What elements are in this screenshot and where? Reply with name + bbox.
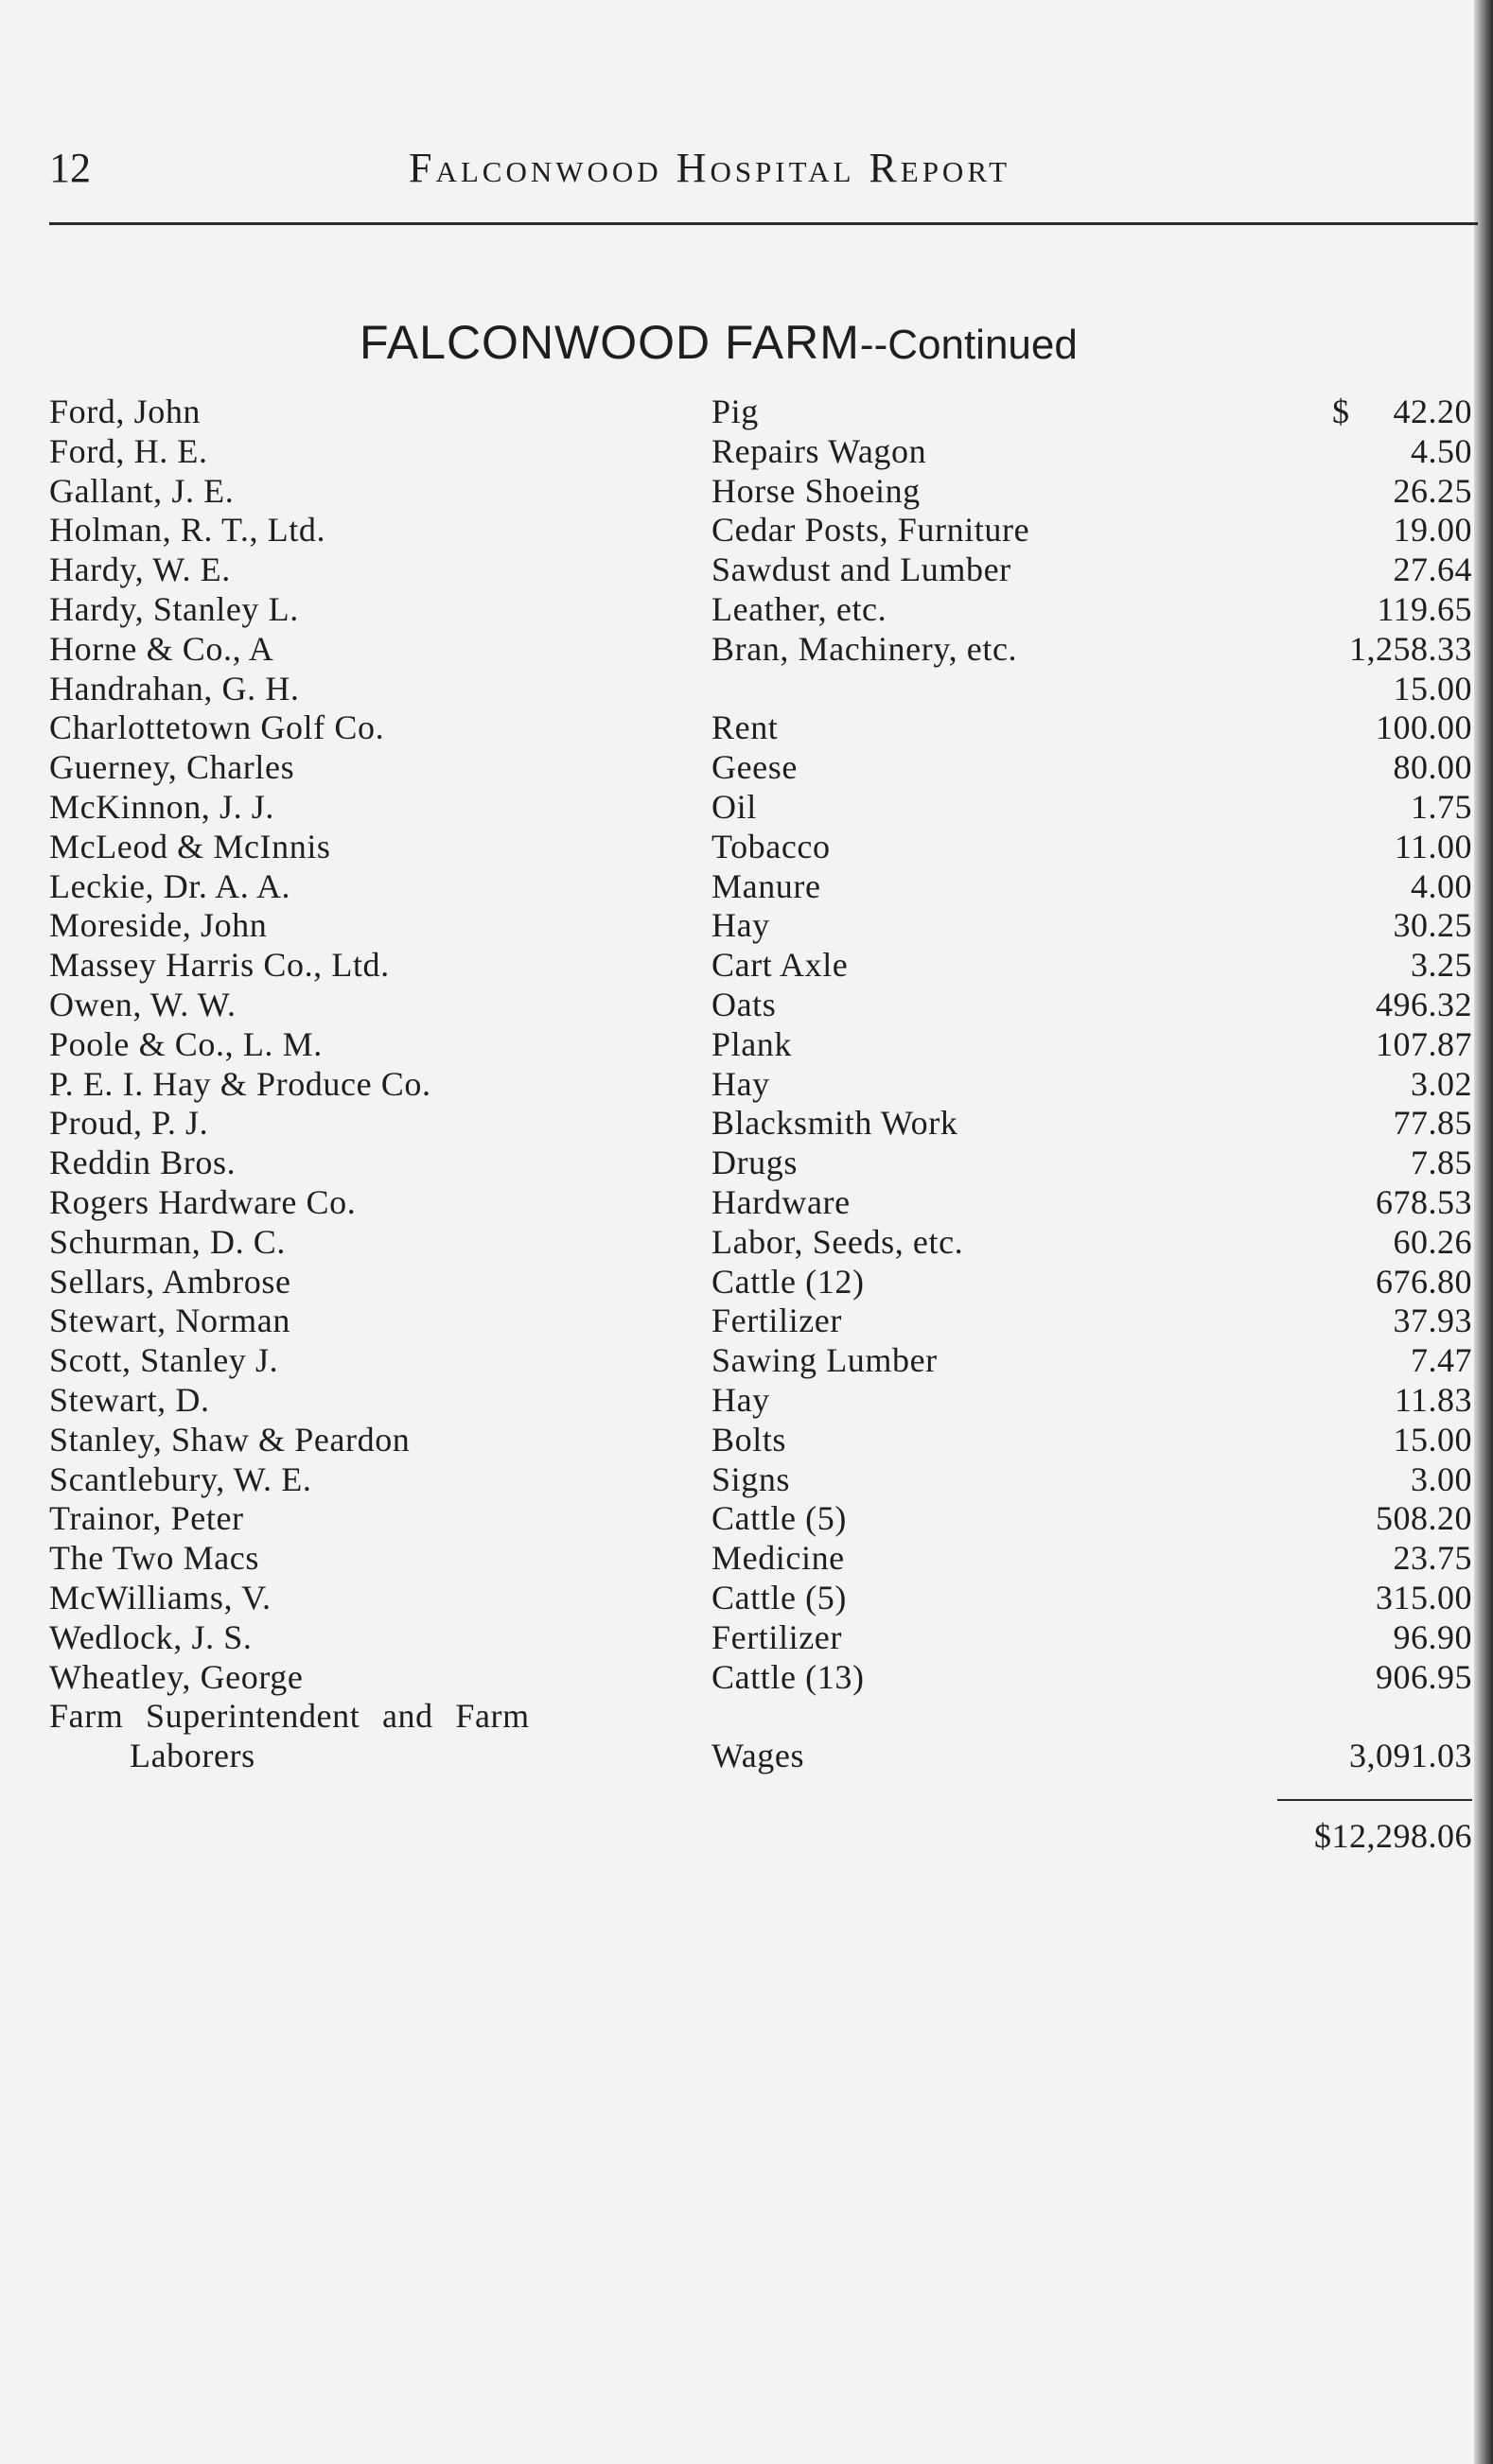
amount: 3.25 — [1411, 946, 1472, 985]
ledger-row — [49, 511, 1472, 550]
amount: 77.85 — [1393, 1104, 1472, 1143]
ledger-row — [49, 1499, 1472, 1539]
amount: 100.00 — [1376, 708, 1472, 747]
amount: 496.32 — [1376, 985, 1472, 1023]
item-description: Sawdust and Lumber — [711, 550, 1011, 589]
amount: 80.00 — [1393, 748, 1472, 787]
ledger-row — [49, 788, 1472, 828]
item-description: Cattle (5) — [711, 1499, 847, 1538]
item-description: Cattle (13) — [711, 1657, 865, 1696]
payee-name: Schurman, D. C. — [49, 1222, 286, 1261]
item-description: Leather, etc. — [711, 589, 887, 628]
item-description: Drugs — [711, 1144, 798, 1182]
payee-name: P. E. I. Hay & Produce Co. — [49, 1064, 431, 1103]
payee-name: Stewart, Norman — [49, 1302, 290, 1340]
total-rule — [1277, 1799, 1472, 1801]
item-description: Fertilizer — [711, 1617, 842, 1656]
amount: 19.00 — [1393, 511, 1472, 550]
amount: 7.85 — [1411, 1144, 1472, 1182]
ledger-row — [49, 393, 1472, 432]
amount: 27.64 — [1393, 550, 1472, 589]
item-description: Cattle (5) — [711, 1578, 847, 1616]
ledger-row — [49, 708, 1472, 748]
payee-name: Wedlock, J. S. — [49, 1617, 253, 1656]
amount: 3.00 — [1411, 1459, 1472, 1498]
ledger-row — [49, 432, 1472, 472]
item-description: Bolts — [711, 1420, 787, 1459]
payee-name: Charlottetown Golf Co. — [49, 708, 385, 747]
amount: 15.00 — [1393, 669, 1472, 708]
ledger-row — [49, 1223, 1472, 1263]
item-description: Pig — [711, 393, 759, 430]
ledger-row — [49, 1183, 1472, 1223]
ledger-row — [49, 550, 1472, 590]
ledger-row — [49, 1144, 1472, 1183]
item-description: Signs — [711, 1459, 791, 1498]
amount: 42.20 — [1393, 393, 1472, 430]
ledger-row — [49, 1263, 1472, 1302]
item-description: Repairs Wagon — [711, 431, 927, 470]
item-description: Blacksmith Work — [711, 1104, 958, 1143]
payee-name: Reddin Bros. — [49, 1144, 237, 1182]
item-description: Oats — [711, 985, 777, 1023]
amount: 23.75 — [1393, 1539, 1472, 1578]
amount: 1,258.33 — [1349, 629, 1472, 668]
payee-name: Wheatley, George — [49, 1657, 304, 1696]
ledger-row — [49, 1460, 1472, 1500]
currency-symbol: $ — [1332, 393, 1349, 430]
payee-name: Hardy, Stanley L. — [49, 589, 299, 628]
amount: 11.83 — [1394, 1380, 1472, 1419]
item-description: Hay — [711, 1064, 770, 1103]
payee-name: Trainor, Peter — [49, 1499, 244, 1538]
ledger-row — [49, 1341, 1472, 1381]
ledger-row — [49, 748, 1472, 788]
payee-name: Scott, Stanley J. — [49, 1341, 279, 1380]
page-number: 12 — [49, 145, 91, 191]
payee-name: Guerney, Charles — [49, 748, 295, 787]
amount: 3.02 — [1411, 1064, 1472, 1103]
payee-name: Sellars, Ambrose — [49, 1262, 291, 1301]
amount: 119.65 — [1377, 589, 1472, 628]
item-description: Geese — [711, 748, 798, 787]
ledger-row — [49, 828, 1472, 867]
ledger-row — [49, 1104, 1472, 1144]
page-header — [49, 140, 1478, 197]
amount: 4.00 — [1411, 866, 1472, 905]
item-description: Cattle (12) — [711, 1262, 865, 1301]
ledger-row — [49, 1065, 1472, 1105]
item-description: Plank — [711, 1024, 793, 1063]
ledger-row — [49, 1618, 1472, 1658]
item-description: Wages — [711, 1737, 805, 1775]
payee-name: Rogers Hardware Co. — [49, 1182, 357, 1221]
amount: 107.87 — [1376, 1024, 1472, 1063]
payee-name: Horne & Co., A — [49, 629, 274, 668]
item-description: Medicine — [711, 1539, 845, 1578]
payee-name: Holman, R. T., Ltd. — [49, 511, 326, 550]
amount: 11.00 — [1394, 827, 1472, 865]
amount: 15.00 — [1393, 1420, 1472, 1459]
amount: 676.80 — [1376, 1262, 1472, 1301]
amount: 26.25 — [1393, 471, 1472, 510]
payee-name: McWilliams, V. — [49, 1578, 272, 1616]
section-title — [360, 312, 1078, 376]
ledger-row — [49, 1539, 1472, 1579]
section-title-suffix: --Continued — [859, 322, 1078, 368]
payee-name: Ford, John — [49, 393, 202, 430]
amount: 315.00 — [1376, 1578, 1472, 1616]
payee-name: Proud, P. J. — [49, 1104, 209, 1143]
section-title-main: FALCONWOOD FARM — [360, 316, 860, 369]
ledger-row-wages — [49, 1697, 1472, 1776]
ledger-row — [49, 1381, 1472, 1421]
payee-name: McKinnon, J. J. — [49, 787, 275, 826]
ledger-row — [49, 946, 1472, 986]
ledger-rows — [49, 393, 1472, 1697]
payee-name: McLeod & McInnis — [49, 827, 331, 865]
ledger-row — [49, 1579, 1472, 1618]
amount: 30.25 — [1393, 906, 1472, 945]
ledger-row — [49, 670, 1472, 709]
ledger-row — [49, 472, 1472, 512]
payee-name: Leckie, Dr. A. A. — [49, 866, 291, 905]
payee-name: Moreside, John — [49, 906, 268, 945]
payee-name: Ford, H. E. — [49, 431, 208, 470]
header-rule — [49, 222, 1478, 225]
amount: 96.90 — [1393, 1617, 1472, 1656]
amount: 60.26 — [1393, 1222, 1472, 1261]
grand-total: $12,298.06 — [1314, 1817, 1472, 1855]
ledger-row — [49, 906, 1472, 946]
payee-name: Stanley, Shaw & Peardon — [49, 1420, 411, 1459]
payee-name-line2: Laborers — [130, 1737, 255, 1775]
item-description: Tobacco — [711, 827, 831, 865]
amount: 37.93 — [1393, 1302, 1472, 1340]
payee-name: Gallant, J. E. — [49, 471, 235, 510]
item-description: Horse Shoeing — [711, 471, 921, 510]
amount: 7.47 — [1411, 1341, 1472, 1380]
item-description: Hay — [711, 1380, 770, 1419]
payee-name: Stewart, D. — [49, 1380, 210, 1419]
payee-name: Handrahan, G. H. — [49, 669, 300, 708]
amount: 1.75 — [1411, 787, 1472, 826]
payee-name: Owen, W. W. — [49, 985, 237, 1023]
item-description: Hay — [711, 906, 770, 945]
item-description: Cart Axle — [711, 946, 849, 985]
amount: 906.95 — [1376, 1657, 1472, 1696]
amount: 508.20 — [1376, 1499, 1472, 1538]
ledger-table — [49, 393, 1472, 1776]
running-title: Falconwood Hospital Report — [409, 145, 1011, 191]
ledger-row — [49, 590, 1472, 630]
ledger-row — [49, 1302, 1472, 1341]
item-description: Fertilizer — [711, 1302, 842, 1340]
payee-name: Poole & Co., L. M. — [49, 1024, 323, 1063]
payee-name-line1: Farm Superintendent and Farm — [49, 1697, 530, 1736]
item-description: Bran, Machinery, etc. — [711, 629, 1018, 668]
ledger-row — [49, 630, 1472, 670]
amount: 4.50 — [1411, 431, 1472, 470]
ledger-row — [49, 1658, 1472, 1698]
page-edge-shadow — [1474, 0, 1493, 2464]
item-description: Cedar Posts, Furniture — [711, 511, 1030, 550]
ledger-row — [49, 1421, 1472, 1460]
item-description: Sawing Lumber — [711, 1341, 938, 1380]
payee-name: Hardy, W. E. — [49, 550, 231, 589]
item-description: Hardware — [711, 1182, 851, 1221]
item-description: Rent — [711, 708, 779, 747]
amount: 678.53 — [1376, 1182, 1472, 1221]
item-description: Oil — [711, 787, 757, 826]
item-description: Labor, Seeds, etc. — [711, 1222, 964, 1261]
item-description: Manure — [711, 866, 821, 905]
payee-name: Massey Harris Co., Ltd. — [49, 946, 390, 985]
amount: 3,091.03 — [1349, 1737, 1472, 1775]
ledger-row — [49, 867, 1472, 907]
payee-name: Scantlebury, W. E. — [49, 1459, 312, 1498]
payee-name: The Two Macs — [49, 1539, 259, 1578]
ledger-row — [49, 986, 1472, 1025]
ledger-row — [49, 1025, 1472, 1065]
